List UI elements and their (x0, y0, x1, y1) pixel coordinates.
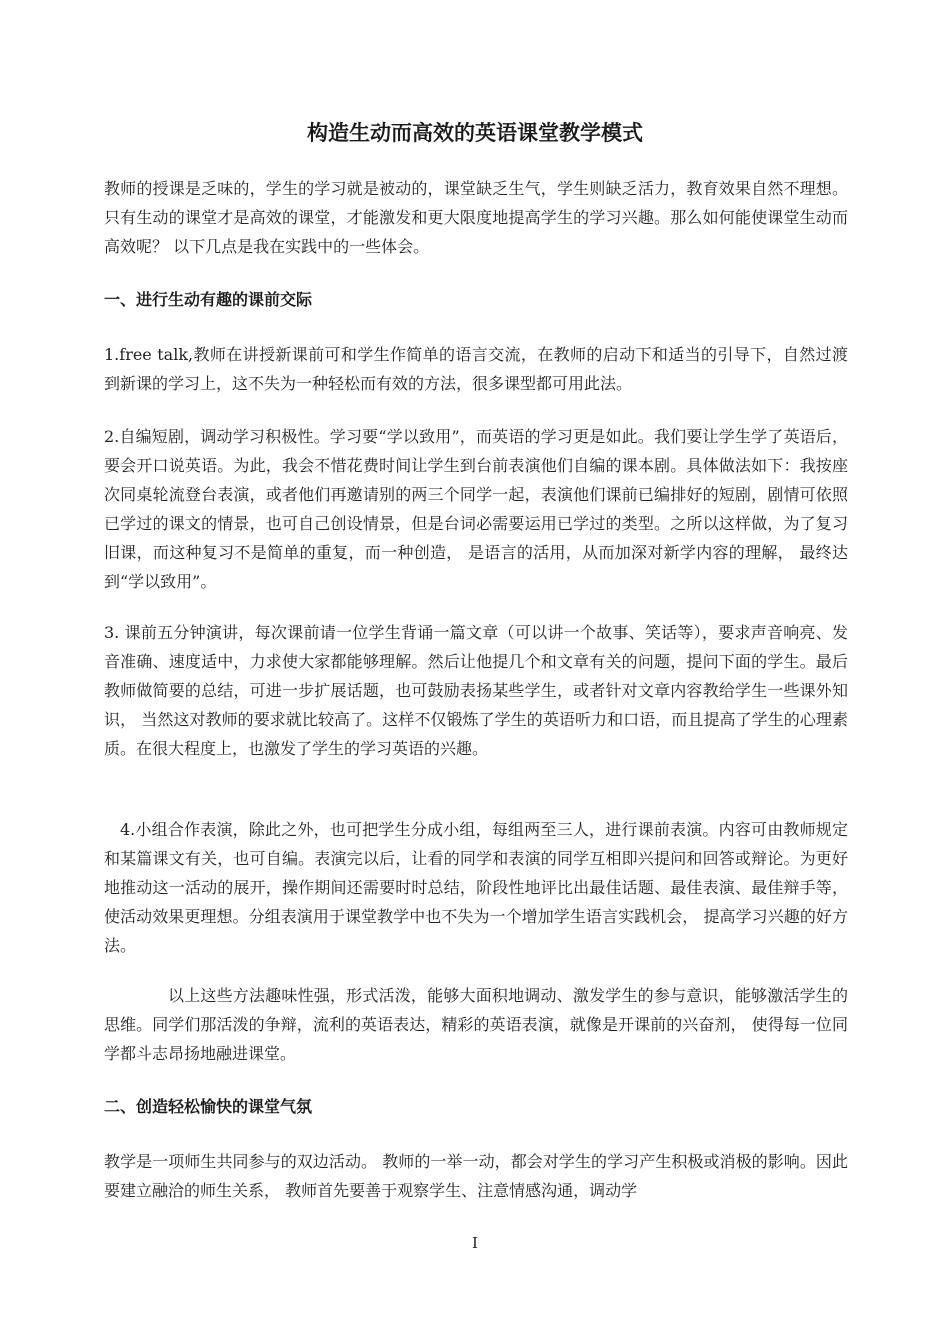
item-4-paragraph: 4.小组合作表演，除此之外，也可把学生分成小组，每组两至三人，进行课前表演。内容可由教师规定和某篇课文有关，也可自编。表演完以后，让看的同学和表演的同学互相即兴提问和回答或辩论。为更好地推动这一活动的展开，操作期间还需要时时总结，阶段性地评比出最佳话题、最佳表演、最佳辩手等，使活动效果更理想。分组表演用于课堂教学中也不失为一个增加学生语言实践机会， 提高学习兴趣的好方法。 (104, 820, 848, 955)
item-1-paragraph: 1.free talk,教师在讲授新课前可和学生作简单的语言交流，在教师的启动下和适当的引导下，自然过渡到新课的学习上，这不失为一种轻松而有效的方法，很多课型都可用此法。 (104, 345, 848, 393)
document-title: 构造生动而高效的英语课堂教学模式 (307, 121, 643, 145)
page-number: I (472, 1234, 478, 1252)
intro-paragraph: 教师的授课是乏味的，学生的学习就是被动的，课堂缺乏生气，学生则缺乏活力，教育效果自然不理想。 只有生动的课堂才是高效的课堂，才能激发和更大限度地提高学生的学习兴趣。那么如何能使课堂生动而高效呢？ 以下几点是我在实践中的一些体会。 (104, 179, 848, 256)
section-2-heading: 二、创造轻松愉快的课堂气氛 (104, 1097, 313, 1116)
section-1-heading: 一、进行生动有趣的课前交际 (104, 290, 313, 309)
item-2-paragraph: 2.自编短剧，调动学习积极性。学习要“学以致用”，而英语的学习更是如此。我们要让学生学了英语后，要会开口说英语。为此，我会不惜花费时间让学生到台前表演他们自编的课本剧。具体做法如下：我按座次同桌轮流登台表演，或者他们再邀请别的两三个同学一起，表演他们课前已编排好的短剧，剧情可依照已学过的课文的情景，也可自己创设情景，但是台词必需要运用已学过的类型。之所以这样做，为了复习旧课，而这种复习不是简单的重复，而一种创造， 是语言的活用，从而加深对新学内容的理解， 最终达到“学以致用”。 (104, 427, 848, 591)
item-3-paragraph: 3. 课前五分钟演讲，每次课前请一位学生背诵一篇文章（可以讲一个故事、笑话等），要求声音响亮、发音准确、速度适中，力求使大家都能够理解。然后让他提几个和文章有关的问题，提问下面的学生。最后教师做简要的总结，可进一步扩展话题，也可鼓励表扬某些学生，或者针对文章内容教给学生一些课外知识， 当然这对教师的要求就比较高了。这样不仅锻炼了学生的英语听力和口语，而且提高了学生的心理素质。在很大程度上，也激发了学生的学习英语的兴趣。 (104, 623, 848, 758)
summary-paragraph: 以上这些方法趣味性强，形式活泼，能够大面积地调动、激发学生的参与意识，能够激活学生的思维。同学们那活泼的争辩，流利的英语表达，精彩的英语表演，就像是开课前的兴奋剂， 使得每一位同学都斗志昂扬地融进课堂。 (104, 986, 848, 1063)
section-2-paragraph: 教学是一项师生共同参与的双边活动。 教师的一举一动，都会对学生的学习产生积极或消极的影响。因此要建立融洽的师生关系， 教师首先要善于观察学生、注意情感沟通，调动学 (104, 1152, 848, 1200)
